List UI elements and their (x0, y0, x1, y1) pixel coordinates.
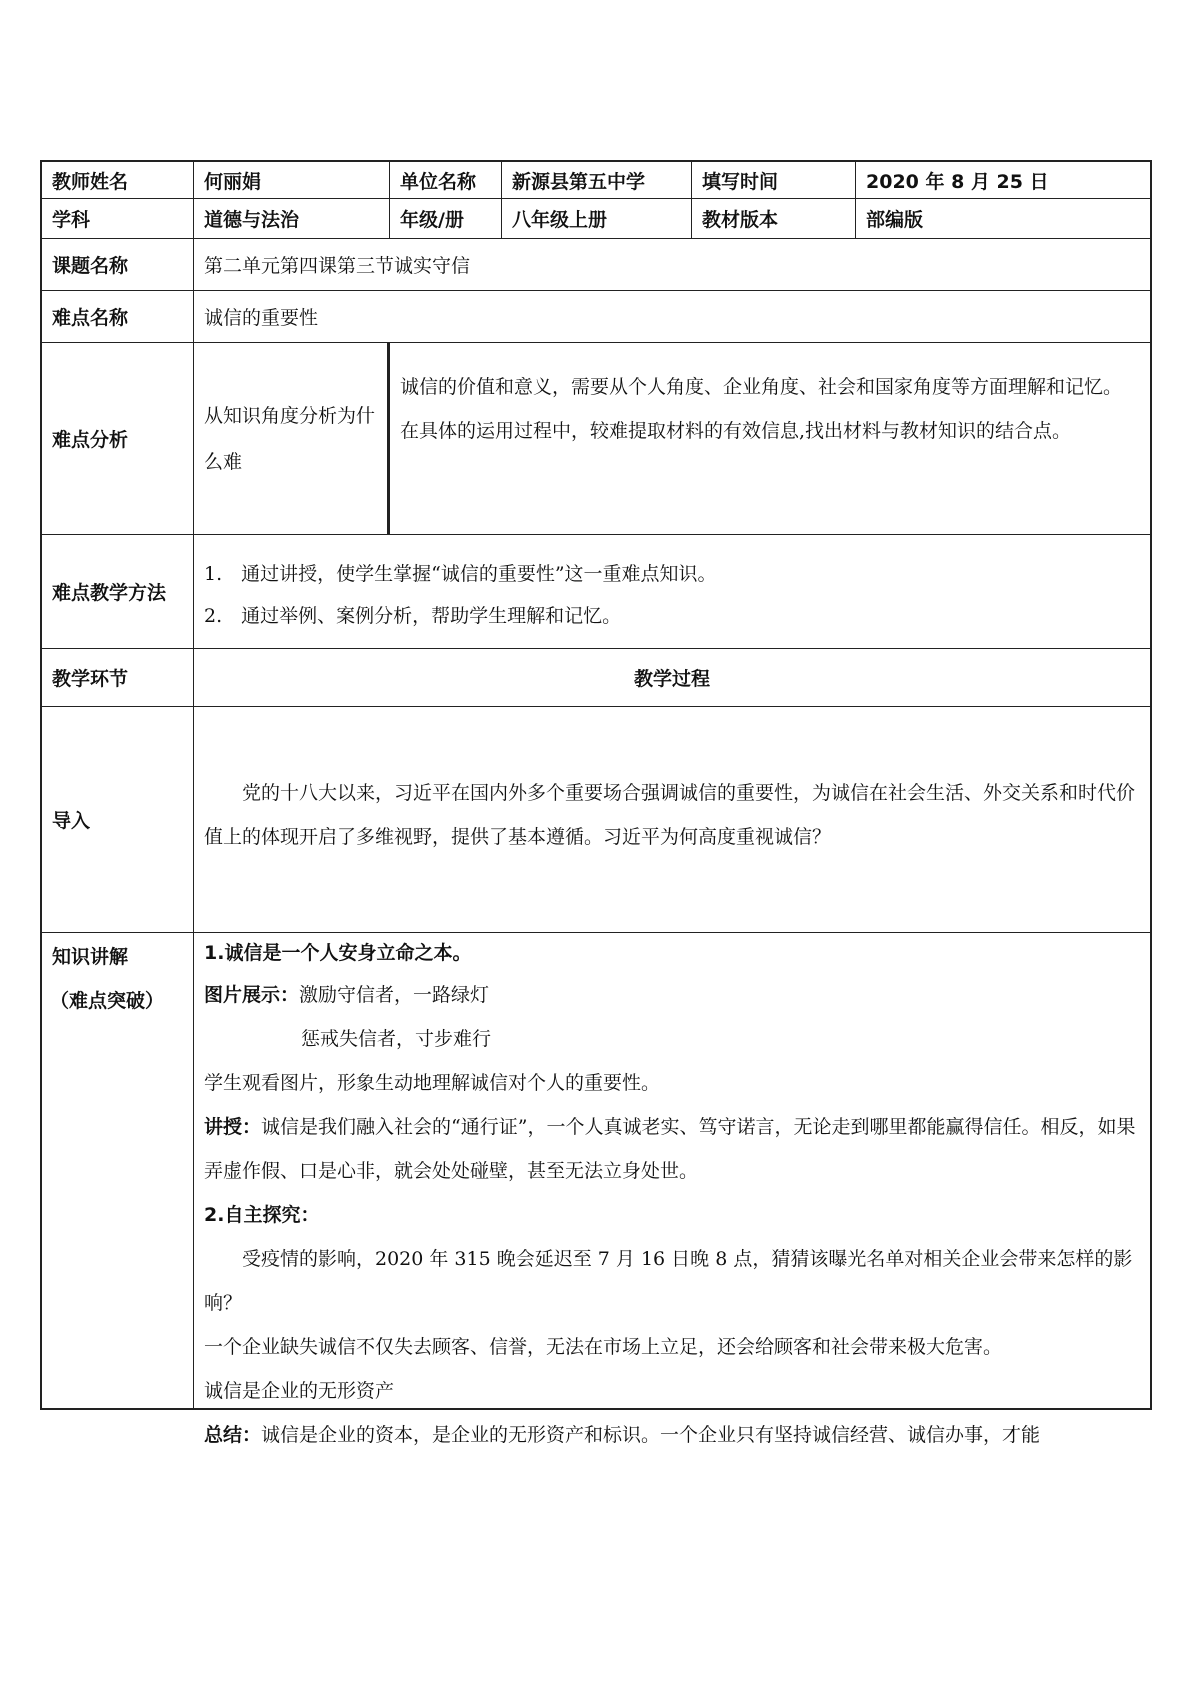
header-row-2 (40, 198, 1152, 238)
subject-value: 道德与法治 (194, 199, 390, 238)
process-header-row (40, 648, 1152, 706)
point-2: 2.自主探究： (204, 1204, 320, 1226)
edition-label: 教材版本 (692, 199, 856, 238)
edition-value: 部编版 (866, 209, 924, 231)
method-row (40, 534, 1152, 648)
unit-value: 新源县第五中学 (502, 162, 692, 198)
asset-text: 诚信是企业的无形资产 (204, 1380, 395, 1402)
knowledge-label-main: 知识讲解 (52, 946, 129, 968)
lecture-text: 诚信是我们融入社会的“通行证”，一个人真诚老实、笃守诺言，无论走到哪里都能赢得信任。相反，如果弄虚作假、口是心非，就会处处碰壁，甚至无法立身处世。 (204, 1116, 1136, 1182)
pic-text-2: 惩戒失信者，寸步难行 (301, 1028, 492, 1050)
pic-line-1 (204, 973, 1140, 1017)
subject-label: 学科 (42, 199, 194, 238)
time-value: 2020 年 8 月 25 日 (866, 170, 1049, 193)
summary-text: 诚信是企业的资本，是企业的无形资产和标识。一个企业只有坚持诚信经营、诚信办事，才能 (261, 1424, 1041, 1446)
enterprise-text: 一个企业缺失诚信不仅失去顾客、信誉，无法在市场上立足，还会给顾客和社会带来极大危害。 (204, 1336, 1003, 1358)
difficulty-value: 诚信的重要性 (204, 307, 319, 329)
lecture-paragraph (204, 1105, 1140, 1193)
pic-label: 图片展示： (204, 984, 300, 1006)
analysis-text: 诚信的价值和意义，需要从个人角度、企业角度、社会和国家角度等方面理解和记忆。在具体的运用过程中，较难提取材料的有效信息,找出材料与教材知识的结合点。 (400, 376, 1123, 442)
lecture-label: 讲授： (204, 1116, 262, 1138)
knowledge-label (42, 933, 194, 1408)
topic-label: 课题名称 (42, 239, 194, 290)
analysis-sub-label: 从知识角度分析为什么难 (194, 343, 390, 534)
unit-label: 单位名称 (390, 162, 502, 198)
topic-value: 第二单元第四课第三节诚实守信 (204, 255, 471, 277)
summary-paragraph (204, 1413, 1140, 1457)
analysis-label: 难点分析 (42, 343, 194, 534)
explore-text: 受疫情的影响，2020 年 315 晚会延迟至 7 月 16 日晚 8 点，猜猜该曝光名单对相关企业会带来怎样的影响？ (204, 1248, 1133, 1314)
intro-label: 导入 (42, 707, 194, 932)
lesson-plan-table (40, 160, 1152, 1446)
teacher-value: 何丽娟 (194, 162, 390, 198)
intro-row (40, 706, 1152, 932)
grade-label: 年级/册 (390, 199, 502, 238)
point-1: 1.诚信是一个人安身立命之本。 (204, 942, 472, 964)
knowledge-label-sub: （难点突破） (50, 990, 165, 1012)
difficulty-label: 难点名称 (42, 291, 194, 342)
knowledge-content (194, 933, 1150, 1446)
observe-text: 学生观看图片，形象生动地理解诚信对个人的重要性。 (204, 1072, 661, 1094)
topic-row (40, 238, 1152, 290)
grade-value: 八年级上册 (502, 199, 692, 238)
method-label: 难点教学方法 (42, 535, 194, 648)
summary-label: 总结： (204, 1424, 262, 1446)
header-row-1 (40, 160, 1152, 198)
process-value: 教学过程 (633, 668, 710, 690)
method-list (194, 535, 1150, 648)
time-label: 填写时间 (692, 162, 856, 198)
intro-text: 党的十八大以来，习近平在国内外多个重要场合强调诚信的重要性，为诚信在社会生活、外交关系和时代价值上的体现开启了多维视野，提供了基本遵循。习近平为何高度重视诚信？ (204, 782, 1136, 848)
method-item: 2. 通过举例、案例分析，帮助学生理解和记忆。 (204, 605, 622, 627)
teacher-label: 教师姓名 (42, 162, 194, 198)
analysis-row (40, 342, 1152, 534)
difficulty-row (40, 290, 1152, 342)
process-label: 教学环节 (42, 649, 194, 706)
pic-text-1: 激励守信者，一路绿灯 (299, 984, 490, 1006)
knowledge-row (40, 932, 1152, 1446)
method-item: 1. 通过讲授，使学生掌握“诚信的重要性”这一重难点知识。 (204, 563, 717, 585)
